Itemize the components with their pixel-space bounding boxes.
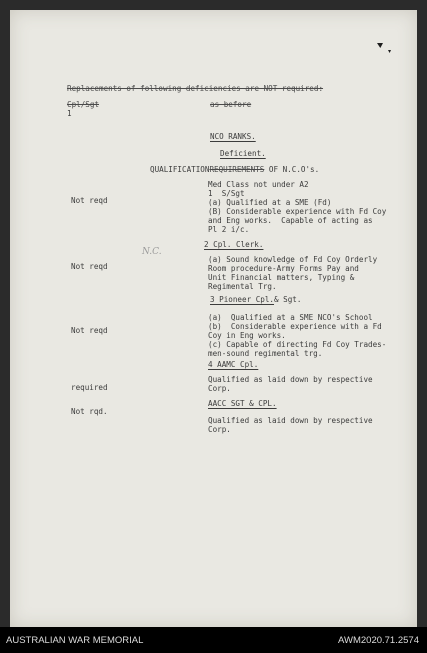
- struck-header-line: Replacements of following deficiencies are NOT required:: [67, 84, 324, 93]
- section-5-status: Not rqd.: [71, 407, 108, 416]
- section-5-line: Corp.: [208, 425, 231, 434]
- section-1-line: (B) Considerable experience with Fd Coy: [208, 207, 387, 216]
- punch-hole-mark: [377, 43, 383, 48]
- section-2-heading: 2 Cpl. Clerk.: [204, 240, 264, 249]
- qualification-heading: [150, 165, 319, 174]
- document-title: NCO RANKS.: [210, 132, 256, 141]
- section-3-heading: 3 Pioneer Cpl.: [210, 295, 275, 304]
- section-1-line: (a) Qualified at a SME (Fd): [208, 198, 332, 207]
- section-4-line: Qualified as laid down by respective: [208, 375, 373, 384]
- section-1-line: Med Class not under A2: [208, 180, 309, 189]
- document-page: [10, 10, 417, 627]
- section-3-heading-suffix: & Sgt.: [274, 295, 302, 304]
- struck-rank-count: 1: [67, 109, 72, 118]
- section-1-line: Pl 2 i/c.: [208, 225, 250, 234]
- qualification-struck-word: REQUIREMENTS: [209, 165, 265, 174]
- section-3-line: (b) Considerable experience with a Fd: [208, 322, 382, 331]
- footer-accession-number: AWM2020.71.2574: [338, 635, 419, 646]
- section-3-line: men-sound regimental trg.: [208, 349, 323, 358]
- footer-bar: [0, 627, 427, 653]
- section-2-line: (a) Sound knowledge of Fd Coy Orderly: [208, 255, 378, 264]
- punch-hole-mark-small: [388, 50, 391, 53]
- section-4-line: Corp.: [208, 384, 231, 393]
- section-1-line: and Eng works. Capable of acting as: [208, 216, 373, 225]
- section-5-heading: AACC SGT & CPL.: [208, 399, 277, 408]
- document-subtitle: Deficient.: [220, 149, 266, 158]
- section-2-line: Unit Financial matters, Typing &: [208, 273, 355, 282]
- section-3-status: Not reqd: [71, 326, 108, 335]
- struck-rank-label: Cpl/Sgt: [67, 100, 100, 109]
- section-3-heading-row: [210, 295, 301, 304]
- section-4-heading: 4 AAMC Cpl.: [208, 360, 259, 369]
- section-2-line: Room procedure-Army Forms Pay and: [208, 264, 359, 273]
- section-3-line: (a) Qualified at a SME NCO's School: [208, 313, 373, 322]
- section-2-line: Regimental Trg.: [208, 282, 277, 291]
- section-2-status: Not reqd: [71, 262, 108, 271]
- section-3-line: (c) Capable of directing Fd Coy Trades-: [208, 340, 387, 349]
- section-5-line: Qualified as laid down by respective: [208, 416, 373, 425]
- struck-as-before: as before: [210, 100, 252, 109]
- qualification-prefix: QUALIFICATION: [150, 165, 210, 174]
- section-1-line: 1 S/Sgt: [208, 189, 245, 198]
- section-3-line: Coy in Eng works.: [208, 331, 286, 340]
- footer-institution: AUSTRALIAN WAR MEMORIAL: [6, 635, 144, 646]
- qualification-suffix: OF N.C.O's.: [264, 165, 320, 174]
- section-4-status: required: [71, 383, 108, 392]
- section-1-status: Not reqd: [71, 196, 108, 205]
- handwritten-annotation: N.C.: [142, 247, 162, 257]
